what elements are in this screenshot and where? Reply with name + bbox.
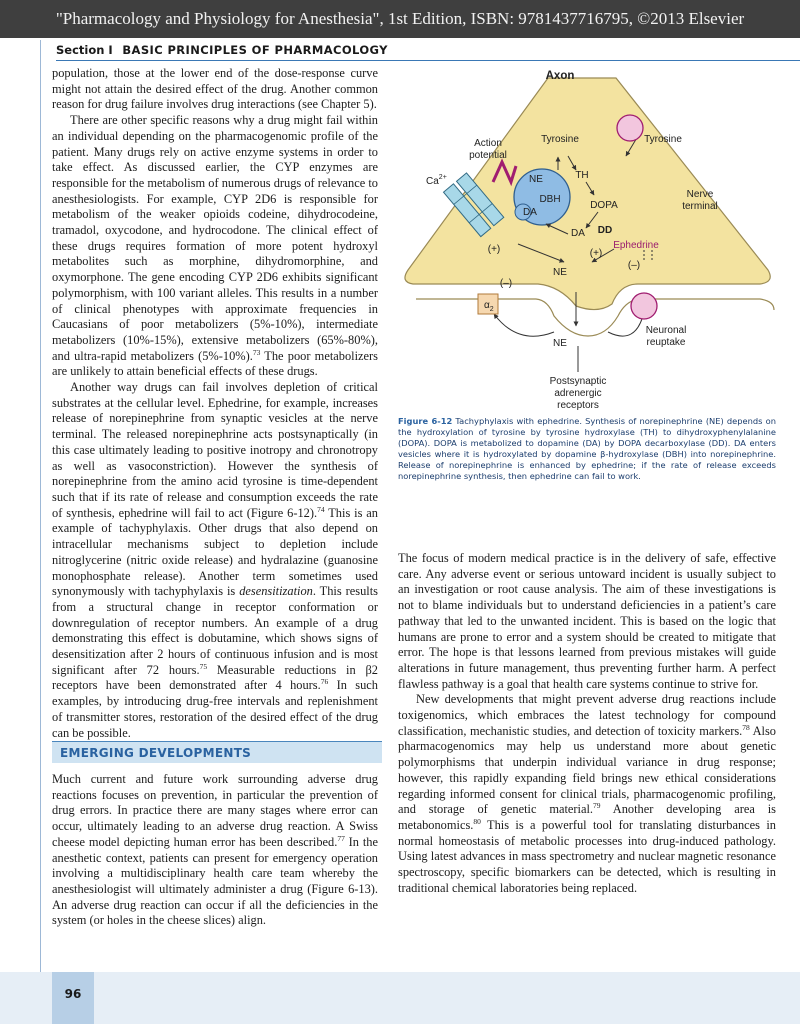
footer-band xyxy=(0,972,800,1024)
reference: 74 xyxy=(317,504,325,514)
emerging-column xyxy=(52,772,378,929)
section-number: Section I xyxy=(56,43,113,57)
section-title: BASIC PRINCIPLES OF PHARMACOLOGY xyxy=(122,43,388,57)
label-da: DA xyxy=(571,228,585,239)
label-ne-bottom: NE xyxy=(553,338,567,349)
reference: 76 xyxy=(320,677,329,687)
label-alpha2: $\alpha_2$ xyxy=(484,300,494,313)
label-axon: Axon xyxy=(545,70,575,82)
margin-rule xyxy=(40,40,41,1024)
synapse-diagram xyxy=(398,64,776,414)
label-plus-right: (+) xyxy=(589,248,603,259)
label-receptors: receptors xyxy=(557,400,599,411)
reference: 77 xyxy=(337,833,345,843)
label-tyrosine-outside: Tyrosine xyxy=(644,134,682,145)
label-ephedrine: Ephedrine xyxy=(613,240,659,251)
paragraph: Another way drugs can fail involves depletion of critical substrates at the cellular level. Ephedrine, for example, increases release of norepinephrine from synaptic vesicles at the nerve terminal. The released norepinephrine acts postsynaptically (in this case ultimately leading to positive inotropy and chronotropy as well as vasoconstriction). However the synthesis of norepinephrine from the amino acid tyrosine is time-dependent such that if its rate of release and consumption exceeds the rate of synthesis, ephedrine will fail to act (Figure 6-12).$^{74}$ This is an example of tachyphylaxis. Other drugs that also depend on intracellular mechanisms subject to depletion include nitroglycerine (nitric oxide release) and hydralazine (guanosine monophosphate release). Another term sometimes used synonymously with tachyphylaxis is desensitization. This results from a structural change in receptor conformation or downregulation of receptor numbers. An example of a drug demonstrating this effect is dobutamine, which shows signs of desensitization after 2 hours of continuous infusion and is most significant after 72 hours.$^{75}$ Measurable reductions in β2 receptors have been demonstrated after 4 hours.$^{76}$ In such examples, by introducing drug-free intervals and replenishment of transmitter stores, restoration of the desired effect of the drug can be possible. xyxy=(52,380,379,740)
label-reuptake: reuptake xyxy=(646,337,686,348)
neuronal-reuptake-transporter xyxy=(631,293,657,319)
book-title-bar xyxy=(0,0,800,38)
caption-text: Tachyphylaxis with ephedrine. Synthesis of norepinephrine (NE) depends on the hydroxylation of tyrosine by tyrosine hydroxylase (TH) to dihydroxyphenylalanine (DOPA). DOPA is metabolized to dopamine (DA) by DOPA decarboxylase (DD). DA enters vesicles where it is hydroxylated by dopamine β-hydroxylase (DBH) into norepinephrine. Release of norepinephrine is enhanced by ephedrine; if the rate of release exceeds norepinephrine synthesis, then ephedrine can fail to work. xyxy=(398,416,776,482)
label-dbh: DBH xyxy=(539,194,561,205)
label-da-vesicle: DA xyxy=(523,207,537,218)
reference: 75 xyxy=(199,661,208,671)
label-ne-cleft: NE xyxy=(553,267,567,278)
book-title: "Pharmacology and Physiology for Anesthesia", 1st Edition, ISBN: 9781437716795, ©2013 Elsevier xyxy=(55,9,745,28)
reference: 78 xyxy=(742,722,750,732)
label-dopa: DOPA xyxy=(590,200,618,211)
label-potential: potential xyxy=(469,150,507,161)
paragraph: Much current and future work surrounding adverse drug reactions focuses on prevention, in particular the prevention of drug errors. In practice there are many stages where error can occur, ultimately leading to an adverse drug reaction. A Swiss cheese model depicting human error has been described.$^{77}$ In the anesthetic context, patients can present for emergency operation involving a multidisciplinary health care team whereby the anesthesiologist will ultimately administer a drug (Figure 6-13). An adverse drug reaction can occur if all the deficiencies in the system (or holes in the cheese slices) align. xyxy=(52,772,378,928)
reference: 79 xyxy=(593,801,601,811)
label-plus-left: (+) xyxy=(487,244,501,255)
left-column xyxy=(52,66,378,741)
reference: 73 xyxy=(252,347,261,357)
header-rule xyxy=(56,60,800,61)
label-postsynaptic: Postsynaptic xyxy=(549,376,607,387)
label-minus-right: (–) xyxy=(627,260,641,271)
figure-caption xyxy=(398,416,776,483)
label-dd: DD xyxy=(597,225,613,236)
label-minus-left: (–) xyxy=(499,278,513,289)
paragraph: There are other specific reasons why a drug might fail within an individual depending on the pharmacogenomic profile of the patient. Many drugs rely on active enzyme systems in order to take effect. As discussed earlier, the CYP enzymes are responsible for the metabolism of numerous drugs of relevance to anesthesiologists. For example, CYP 2D6 is responsible for metabolism of the weaker opioids codeine, dihydrocodeine, tramadol, oxycodone, and hydrocodone. The clinical effect of these drugs requires formation of more potent hydroxyl metabolites such as morphine, dihydromorphine, and oxymorphone. The gene encoding CYP 2D6 exhibits significant polymorphism, with 100 variant alleles. This results in a number of clinical phenotypes with approximate frequencies in Caucasians of poor metabolizers (5%-10%), intermediate metabolizers (10%-15%), extensive metabolizers (65%-80%), and ultra-rapid metabolizers (5%-10%).$^{73}$ The poor metabolizers are unlikely to attain beneficial effects of these drugs. xyxy=(52,113,378,379)
caption-label: Figure 6-12 xyxy=(398,416,453,426)
label-nerve: Nerve xyxy=(686,189,714,200)
term: desensitization xyxy=(239,584,313,599)
emerging-developments-heading: EMERGING DEVELOPMENTS xyxy=(52,741,382,763)
label-action: Action xyxy=(474,138,502,149)
right-column xyxy=(398,551,776,896)
label-neuronal: Neuronal xyxy=(645,325,687,336)
figure-6-12 xyxy=(398,64,776,414)
label-tyrosine-inside: Tyrosine xyxy=(541,134,579,145)
paragraph: population, those at the lower end of the dose-response curve might not attain the desired effect of the drug. Another common reason for drug failure involves drug interactions (see Chapter 5). xyxy=(52,66,378,112)
label-th: TH xyxy=(575,170,589,181)
paragraph: The focus of modern medical practice is in the delivery of safe, effective care. Any adverse event or serious untoward incident is usually subject to an investigation or root cause analysis. The aim of these investigations is not to blame individuals but to understand deficiencies in a patient’s care pathway that led to the unwanted incident. This is based on the logic that humans are prone to error and a system should be created to mitigate that error. The hope is that lessons learned from previous mistakes will guide alterations in future management, thus preventing further harm. A perfect flawless pathway is a goal that health care systems continue to strive for. xyxy=(398,551,776,691)
section-header xyxy=(56,39,800,61)
label-adrenergic: adrenergic xyxy=(554,388,602,399)
tyrosine-transporter xyxy=(617,115,643,141)
page-number: 96 xyxy=(52,972,94,1024)
reference: 80 xyxy=(473,816,481,826)
label-terminal: terminal xyxy=(682,201,718,212)
label-ne-vesicle: NE xyxy=(529,174,543,185)
paragraph: New developments that might prevent adverse drug reactions include toxigenomics, which embraces the latest technology for compound classification, mechanistic studies, and detection of toxicity markers.$^{78}$ Also pharmacogenomics may help us understand more about genetic polymorphisms that underpin individual variance in drug response; however, this rapidly expanding field brings new ethical considerations regarding informed consent for clinical trials, pharmacogenomic profiling, and storage of genetic material.$^{79}$ Another developing area is metabonomics.$^{80}$ This is a powerful tool for translating disturbances in normal homeostasis of metabolic processes into drug-induced pathology. Using latest advances in mass spectrometry and nuclear magnetic resonance spectroscopy, specific biomarkers can be detected, which is resulting in traditional chemical laboratories being replaced. xyxy=(398,692,776,895)
label-calcium: $Ca^{2+}$ xyxy=(426,174,447,187)
